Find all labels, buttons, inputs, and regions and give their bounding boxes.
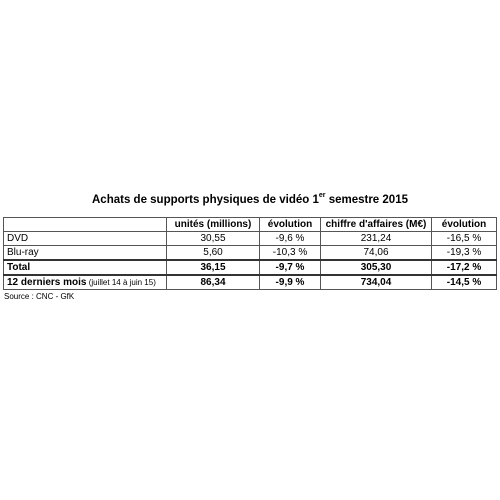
data-table [3,217,497,290]
table-row-12-months [4,275,497,290]
units-cell: 36,15 [167,260,260,275]
revenue-cell: 305,30 [321,260,432,275]
row-label-main: 12 derniers mois [7,276,87,288]
header-row [4,218,497,232]
revenue-cell: 231,24 [321,232,432,246]
header-cell-label [4,218,167,232]
revenue-evolution-cell: -14,5 % [432,275,497,290]
header-cell-revenue: chiffre d'affaires (M€) [321,218,432,232]
table-row-bluray [4,246,497,261]
units-cell: 30,55 [167,232,260,246]
units-evolution-cell: -9,7 % [260,260,321,275]
units-evolution-cell: -10,3 % [260,246,321,261]
table-row-dvd [4,232,497,246]
units-cell: 86,34 [167,275,260,290]
units-cell: 5,60 [167,246,260,261]
revenue-evolution-cell: -16,5 % [432,232,497,246]
row-label [4,275,167,290]
table-title-suffix: semestre 2015 [325,194,408,206]
revenue-cell: 74,06 [321,246,432,261]
row-label: Total [4,260,167,275]
revenue-evolution-cell: -19,3 % [432,246,497,261]
table-title [0,194,500,206]
row-label: DVD [4,232,167,246]
table-title-main: Achats de supports physiques de vidéo 1 [92,194,319,206]
units-evolution-cell: -9,6 % [260,232,321,246]
header-cell-units-evolution: évolution [260,218,321,232]
table-title-superscript: er [318,192,326,200]
row-label-period-note: (juillet 14 à juin 15) [86,277,156,287]
revenue-evolution-cell: -17,2 % [432,260,497,275]
source-note: Source : CNC - GfK [4,292,75,301]
units-evolution-cell: -9,9 % [260,275,321,290]
table-row-total [4,260,497,275]
row-label: Blu-ray [4,246,167,261]
header-cell-units: unités (millions) [167,218,260,232]
revenue-cell: 734,04 [321,275,432,290]
header-cell-revenue-evolution: évolution [432,218,497,232]
